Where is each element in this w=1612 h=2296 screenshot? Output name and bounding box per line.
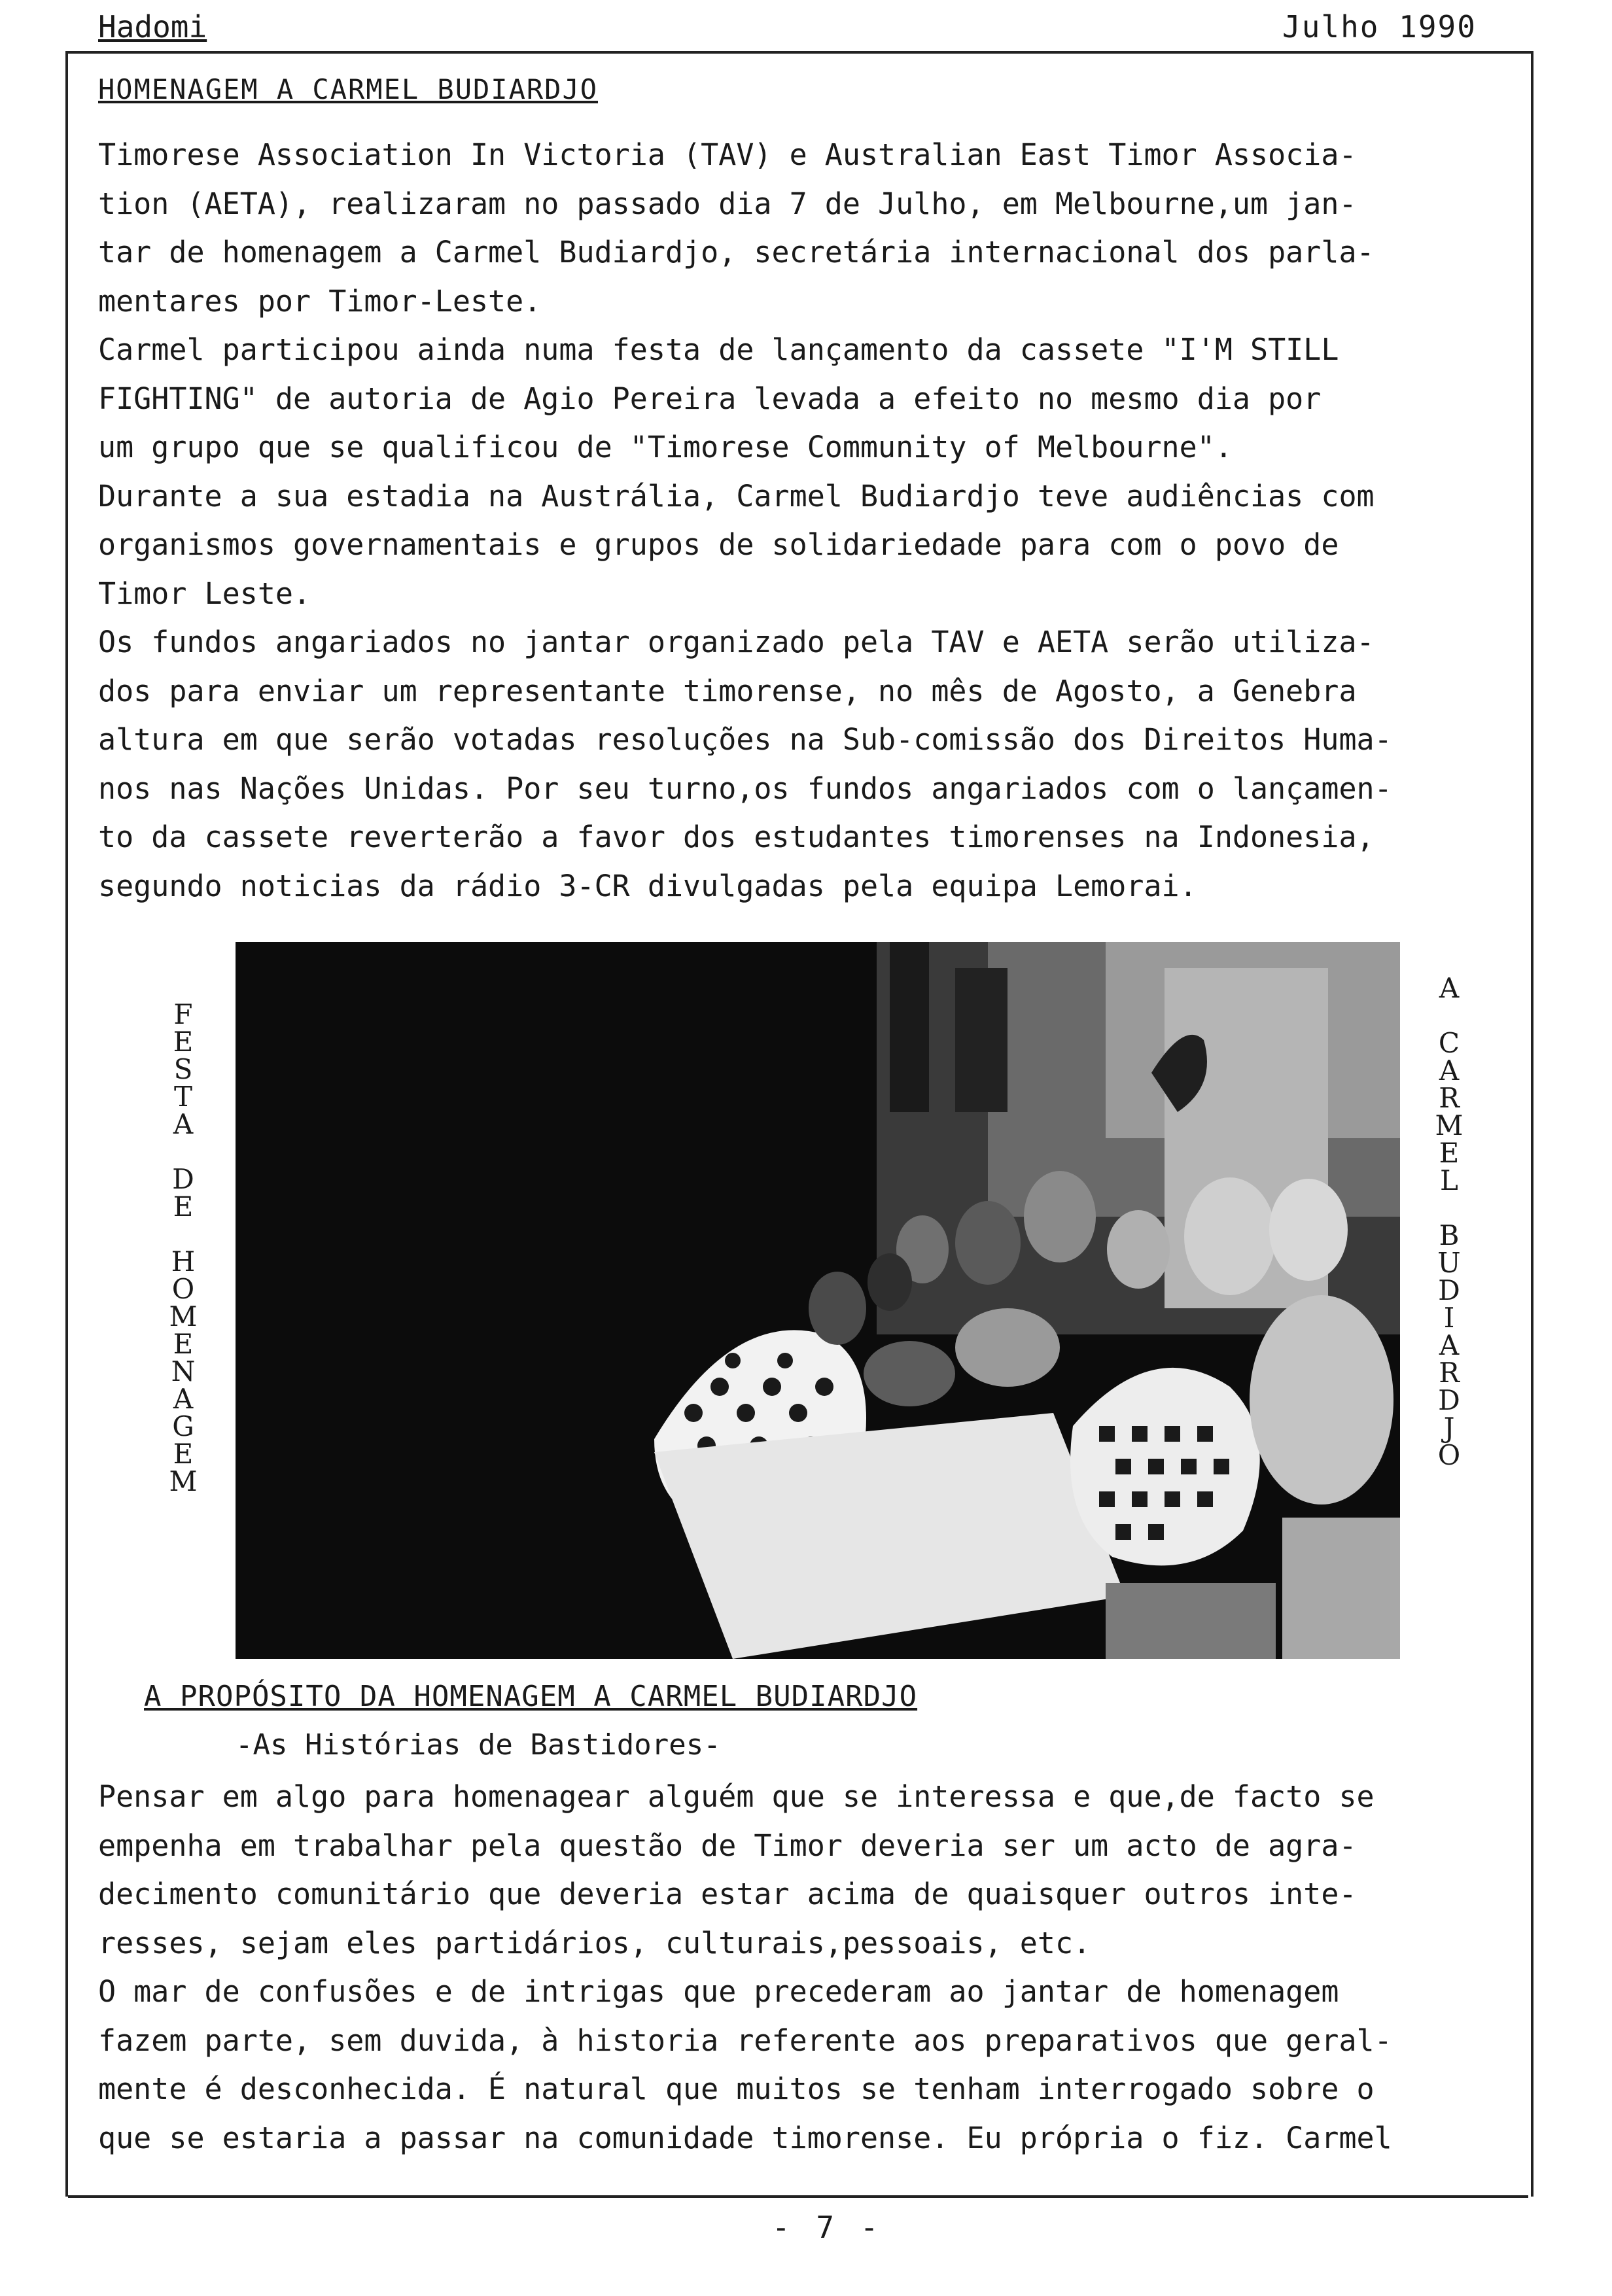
caption-letter: D: [172, 1163, 194, 1195]
article2-line: O mar de confusões e de intrigas que precederam ao jantar de homenagem: [98, 1974, 1339, 2009]
caption-letter: L: [1440, 1164, 1458, 1196]
article1-line: um grupo que se qualificou de "Timorese Community of Melbourne".: [98, 430, 1233, 464]
caption-letter: E: [1439, 1137, 1460, 1169]
issue-date: Julho 1990: [1282, 9, 1477, 44]
caption-letter: O: [171, 1273, 195, 1305]
caption-letter: [164, 1138, 203, 1166]
caption-letter: M: [169, 1465, 198, 1497]
caption-letter: C: [1438, 1027, 1460, 1059]
caption-letter: R: [1439, 1357, 1460, 1389]
article2-body: [98, 1773, 1524, 2163]
article2-line: resses, sejam eles partidários, culturais,pessoais, etc.: [98, 1925, 1091, 1960]
caption-letter: A: [173, 1108, 194, 1140]
photo-caption-left: [164, 998, 203, 1497]
caption-letter: A: [173, 1383, 194, 1415]
caption-letter: A: [1439, 1329, 1460, 1361]
caption-letter: M: [1435, 1109, 1463, 1141]
article1-line: Carmel participou ainda numa festa de lançamento da cassete "I'M STILL: [98, 332, 1339, 367]
event-photo: [236, 942, 1400, 1659]
article1-line: dos para enviar um representante timorense, no mês de Agosto, a Genebra: [98, 673, 1357, 708]
article2-line: decimento comunitário que deveria estar acima de quaisquer outros inte-: [98, 1877, 1357, 1911]
article2-line: mente é desconhecida. É natural que muitos se tenham interrogado sobre o: [98, 2072, 1375, 2106]
article2-subtitle: -As Histórias de Bastidores-: [236, 1728, 721, 1762]
article1-line: FIGHTING" de autoria de Agio Pereira levada a efeito no mesmo dia por: [98, 381, 1322, 416]
caption-letter: S: [173, 1053, 193, 1085]
caption-letter: F: [173, 998, 193, 1030]
caption-letter: [1429, 1002, 1469, 1030]
article1-line: Timor Leste.: [98, 576, 311, 611]
caption-letter: E: [173, 1191, 194, 1223]
caption-letter: [164, 1221, 203, 1248]
caption-letter: G: [172, 1410, 194, 1442]
caption-letter: E: [173, 1026, 194, 1058]
article2-title: A PROPÓSITO DA HOMENAGEM A CARMEL BUDIARDJO: [144, 1680, 918, 1713]
article1-title: HOMENAGEM A CARMEL BUDIARDJO: [98, 73, 599, 105]
article1-line: Os fundos angariados no jantar organizado pela TAV e AETA serão utiliza-: [98, 625, 1375, 659]
bottom-rule: [68, 2195, 1528, 2198]
article1-line: to da cassete reverterão a favor dos estudantes timorenses na Indonesia,: [98, 820, 1375, 854]
page-number: - 7 -: [772, 2210, 883, 2245]
article1-body: [98, 131, 1518, 911]
caption-letter: N: [171, 1355, 196, 1387]
article1-line: Timorese Association In Victoria (TAV) e Australian East Timor Associa-: [98, 137, 1357, 172]
caption-letter: U: [1437, 1247, 1461, 1279]
article1-line: segundo noticias da rádio 3-CR divulgadas pela equipa Lemorai.: [98, 868, 1197, 903]
caption-letter: M: [169, 1300, 198, 1332]
article1-line: nos nas Nações Unidas. Por seu turno,os fundos angariados com o lançamen-: [98, 771, 1392, 806]
article1-line: altura em que serão votadas resoluções na Sub-comissão dos Direitos Huma-: [98, 722, 1392, 757]
caption-letter: O: [1437, 1439, 1461, 1471]
article2-line: que se estaria a passar na comunidade timorense. Eu própria o fiz. Carmel: [98, 2120, 1392, 2155]
caption-letter: A: [1439, 972, 1460, 1004]
article2-line: fazem parte, sem duvida, à historia referente aos preparativos que geral-: [98, 2023, 1392, 2058]
caption-letter: E: [173, 1328, 194, 1360]
caption-letter: J: [1443, 1412, 1455, 1444]
caption-letter: T: [173, 1081, 192, 1113]
caption-letter: R: [1439, 1082, 1460, 1114]
caption-letter: D: [1438, 1384, 1460, 1416]
caption-letter: A: [1439, 1054, 1460, 1087]
article1-line: organismos governamentais e grupos de solidariedade para com o povo de: [98, 527, 1339, 562]
article1-line: tion (AETA), realizaram no passado dia 7 de Julho, em Melbourne,um jan-: [98, 186, 1357, 221]
caption-letter: H: [171, 1245, 196, 1278]
event-photo-illustration: [236, 942, 1400, 1659]
article2-line: Pensar em algo para homenagear alguém que se interessa e que,de facto se: [98, 1779, 1375, 1814]
photo-caption-right: [1429, 972, 1469, 1471]
caption-letter: [1429, 1194, 1469, 1222]
article1-line: tar de homenagem a Carmel Budiardjo, secretária internacional dos parla-: [98, 235, 1375, 270]
caption-letter: D: [1438, 1274, 1460, 1306]
caption-letter: E: [173, 1438, 194, 1470]
caption-letter: B: [1439, 1219, 1460, 1251]
caption-letter: I: [1443, 1302, 1455, 1334]
newsletter-name: Hadomi: [98, 9, 207, 44]
article2-line: empenha em trabalhar pela questão de Timor deveria ser um acto de agra-: [98, 1828, 1357, 1863]
article1-line: Durante a sua estadia na Austrália, Carmel Budiardjo teve audiências com: [98, 478, 1375, 513]
article1-line: mentares por Timor-Leste.: [98, 283, 542, 319]
